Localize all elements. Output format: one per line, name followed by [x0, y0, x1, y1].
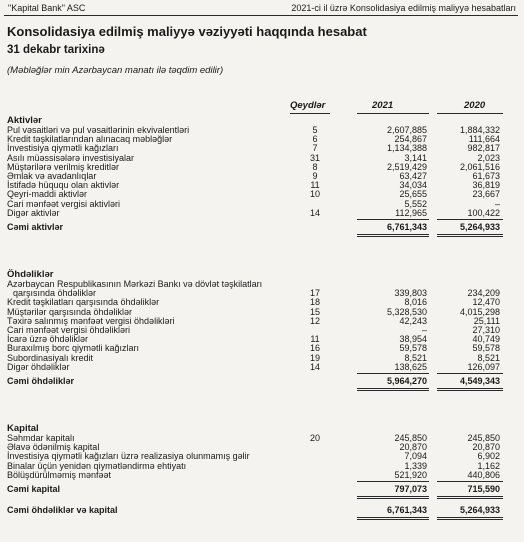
note-ref: 6	[312, 134, 318, 145]
value-2021: 2,607,885	[386, 125, 427, 135]
total-liabilities-and-equity	[0, 505, 524, 516]
note-ref: 19	[309, 352, 320, 363]
line-item-label: İnvestisiya qiymətli kağızları	[7, 143, 119, 154]
line-item-label: Azərbaycan Respublikasının Mərkəzi Bankı və dövlət təşkilatları	[7, 279, 263, 289]
total-assets-rule-2020	[437, 219, 503, 220]
value-2020: 36,819	[472, 180, 500, 191]
line-item-label: Əmlak və avadanlıqlar	[7, 171, 97, 181]
line-item-label: Cəmi öhdəliklər və kapital	[7, 505, 118, 515]
value-2020: 1,884,332	[459, 125, 500, 135]
note-ref: 9	[312, 171, 318, 181]
notes-column-header: Qeydlər	[290, 100, 326, 111]
line-item-label: İnvestisiya qiymətli kağızları üzrə realizasiya olunmamış gəlir	[7, 451, 250, 462]
line-item-label: İstifadə hüququ olan aktivlər	[7, 180, 120, 191]
value-2021: 8,521	[404, 352, 427, 363]
line-item-label: Qeyri-maddi aktivlər	[7, 189, 88, 200]
line-item-label: Asılı müəssisələrə investisiyalar	[7, 152, 135, 163]
value-2020: 4,549,343	[459, 376, 500, 386]
value-2020: 12,470	[472, 297, 500, 308]
value-2020: 1,162	[477, 460, 500, 471]
page-header	[4, 1, 518, 16]
line-item-label: Təxirə salınmış mənfəət vergisi öhdəlikləri	[7, 315, 175, 326]
value-2021: 521,920	[394, 469, 427, 480]
value-2021: 5,964,270	[386, 376, 427, 386]
value-2020: 234,209	[467, 288, 500, 299]
total-assets	[0, 222, 524, 233]
currency-note: (Məbləğlər min Azərbaycan manatı ilə təqdim edilir)	[7, 65, 224, 76]
total-liabilities-rule-2020	[437, 373, 503, 374]
value-2021: 112,965	[395, 207, 427, 218]
value-2020: 245,850	[467, 433, 500, 443]
value-2020: 27,310	[472, 325, 500, 335]
statement-row	[0, 208, 524, 219]
value-2021: 3,141	[404, 152, 427, 163]
value-2021: 6,761,343	[386, 505, 427, 515]
value-2021: 38,954	[399, 334, 427, 345]
value-2020: 59,578	[472, 343, 500, 354]
grand-total-double-2021	[357, 517, 429, 518]
line-item-label: Digər öhdəliklər	[7, 361, 70, 372]
total-liabilities-double-2021	[357, 388, 429, 389]
value-2020: –	[494, 198, 500, 209]
line-item-label: Kredit təşkilatlarından alınacaq məbləğlər	[7, 134, 173, 145]
grand-total-double-2020b	[437, 519, 503, 520]
line-item-label: Cəmi kapital	[7, 484, 61, 494]
value-2021: 254,867	[394, 134, 427, 145]
line-item-label: Müştərilərə verilmiş kreditlər	[7, 161, 120, 172]
liabilities-heading: Öhdəliklər	[7, 269, 54, 280]
value-2021: 1,134,388	[386, 143, 427, 154]
value-2021: 5,552	[404, 198, 427, 209]
value-2021: 245,850	[394, 433, 427, 443]
line-item-label: Binalar üçün yenidən qiymətləndirmə ehtiyatı	[7, 460, 187, 471]
grand-total-double-2020	[437, 517, 503, 518]
line-item-label: Cari mənfəət vergisi aktivləri	[7, 198, 121, 209]
value-2021: 2,519,429	[386, 161, 427, 172]
statement-date: 31 dekabr tarixinə	[7, 44, 105, 56]
note-ref: 12	[309, 315, 320, 326]
value-2020: 25,111	[473, 315, 500, 326]
statement-title: Konsolidasiya edilmiş maliyyə vəziyyəti haqqında hesabat	[7, 24, 367, 39]
value-2021: 6,761,343	[386, 222, 427, 232]
grand-total-double-2021b	[357, 519, 429, 520]
value-2021: 138,625	[394, 361, 427, 372]
value-2020: 2,023	[477, 152, 500, 163]
assets-heading: Aktivlər	[7, 115, 42, 126]
total-assets-double-2020b	[437, 236, 503, 237]
line-item-label: İcarə üzrə öhdəliklər	[7, 334, 89, 345]
value-2021: 8,016	[404, 297, 427, 308]
line-item-label: Buraxılmış borc qiymətli kağızları	[7, 343, 140, 354]
notes-header-underline	[290, 113, 330, 114]
value-2020: 982,817	[467, 143, 500, 154]
line-item-label: Bölüşdürülməmiş mənfəət	[7, 469, 112, 480]
value-2021: 797,073	[394, 484, 427, 494]
total-equity	[0, 484, 524, 495]
value-2021: 42,243	[399, 315, 427, 326]
total-equity-rule-2021	[357, 481, 429, 482]
year-2020-header: 2020	[464, 100, 486, 111]
value-2020: 5,264,933	[459, 505, 500, 515]
year-2020-underline	[437, 113, 503, 114]
value-2020: 126,097	[467, 361, 500, 372]
value-2021: 59,578	[399, 343, 427, 354]
note-ref: 14	[309, 207, 320, 218]
total-assets-double-2021b	[357, 236, 429, 237]
value-2020: 40,749	[472, 334, 500, 345]
value-2021: 7,094	[404, 451, 427, 462]
note-ref: 17	[309, 288, 320, 299]
value-2021: 34,034	[399, 180, 427, 191]
value-2021: 339,803	[394, 288, 427, 299]
statement-row	[0, 470, 524, 481]
value-2020: 715,590	[467, 484, 500, 494]
value-2021: –	[421, 325, 427, 335]
value-2020: 100,422	[467, 207, 500, 218]
total-assets-rule-2021	[357, 219, 429, 220]
value-2021: 20,870	[399, 442, 427, 453]
statement-row	[0, 362, 524, 373]
line-item-label: Cəmi aktivlər	[7, 222, 64, 232]
value-2020: 61,673	[472, 171, 500, 181]
note-ref: 18	[309, 297, 320, 308]
total-equity-double-2020b	[437, 498, 503, 499]
value-2020: 5,264,933	[459, 222, 500, 232]
year-2021-header: 2021	[372, 100, 394, 111]
note-ref: 20	[309, 433, 320, 443]
note-ref: 15	[309, 306, 320, 317]
value-2021: 5,328,530	[386, 306, 427, 317]
line-item-label: Cari mənfəət vergisi öhdəlikləri	[7, 325, 131, 335]
total-equity-rule-2020	[437, 481, 503, 482]
note-ref: 8	[312, 161, 318, 172]
line-item-label: Müştərilər qarşısında öhdəliklər	[7, 306, 133, 317]
total-equity-double-2021	[357, 496, 429, 497]
report-name: 2021-ci il üzrə Konsolidasiya edilmiş maliyyə hesabatları	[291, 3, 516, 13]
total-equity-double-2020	[437, 496, 503, 497]
note-ref: 31	[309, 152, 320, 163]
line-item-label: Pul vəsaitləri və pul vəsaitlərinin ekvivalentləri	[7, 125, 190, 135]
line-item-label: Səhmdar kapitalı	[7, 433, 75, 443]
total-liabilities-double-2021b	[357, 390, 429, 391]
value-2021: 1,339	[404, 460, 427, 471]
total-assets-double-2021	[357, 234, 429, 235]
note-ref: 11	[310, 180, 320, 191]
value-2020: 6,902	[477, 451, 500, 462]
value-2021: 63,427	[399, 171, 427, 181]
total-liabilities-double-2020	[437, 388, 503, 389]
line-item-label: qarşısında öhdəliklər	[13, 288, 97, 299]
value-2020: 440,806	[467, 469, 500, 480]
note-ref: 10	[309, 189, 320, 200]
equity-heading: Kapital	[7, 423, 39, 434]
value-2020: 20,870	[472, 442, 500, 453]
line-item-label: Cəmi öhdəliklər	[7, 376, 75, 386]
line-item-label: Əlavə ödənilmiş kapital	[7, 442, 100, 453]
line-item-label: Subordinasiyalı kredit	[7, 352, 94, 363]
company-name: "Kapital Bank" ASC	[8, 3, 86, 13]
total-liabilities	[0, 376, 524, 387]
note-ref: 7	[312, 143, 318, 154]
column-headers	[0, 100, 524, 114]
total-assets-double-2020	[437, 234, 503, 235]
line-item-label: Digər aktivlər	[7, 207, 60, 218]
value-2020: 111,664	[468, 134, 500, 145]
value-2020: 8,521	[477, 352, 500, 363]
note-ref: 16	[309, 343, 320, 354]
value-2020: 4,015,298	[459, 306, 500, 317]
value-2021: 25,655	[399, 189, 427, 200]
value-2020: 23,667	[472, 189, 500, 200]
total-liabilities-double-2020b	[437, 390, 503, 391]
total-equity-double-2021b	[357, 498, 429, 499]
value-2020: 2,061,516	[459, 161, 500, 172]
note-ref: 11	[310, 334, 320, 345]
total-liabilities-rule-2021	[357, 373, 429, 374]
line-item-label: Kredit təşkilatları qarşısında öhdəliklər	[7, 297, 160, 308]
note-ref: 5	[312, 125, 318, 135]
year-2021-underline	[357, 113, 429, 114]
note-ref: 14	[309, 361, 320, 372]
